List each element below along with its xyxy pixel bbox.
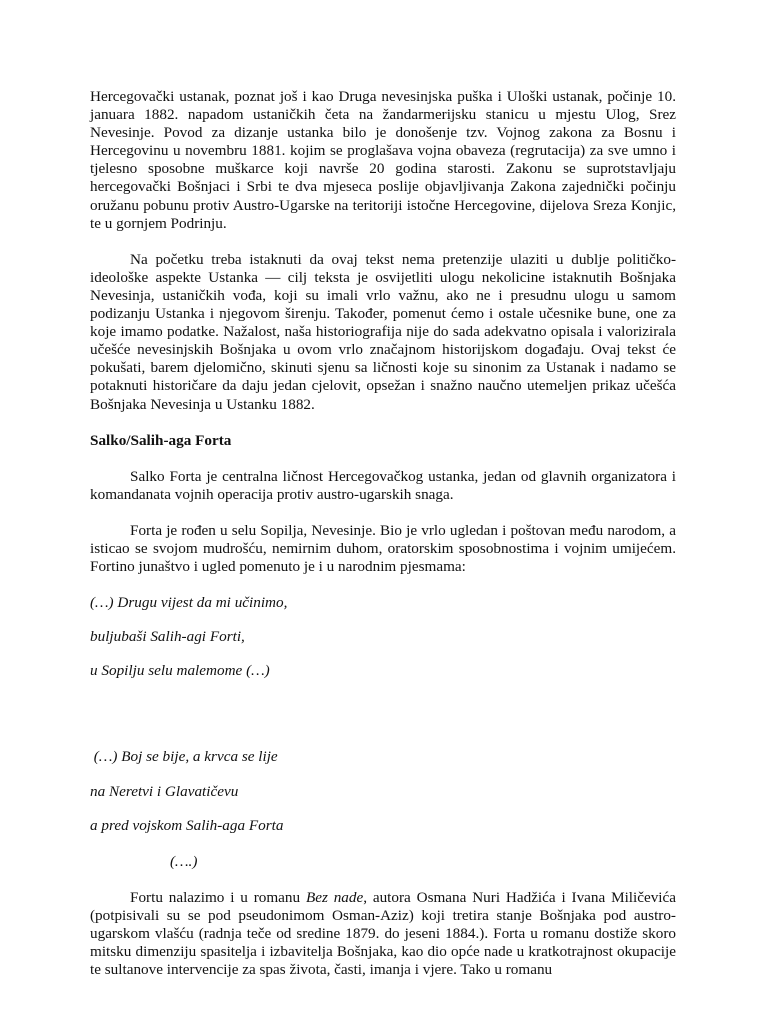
verse-ellipsis: (….)	[170, 852, 198, 870]
verse-line: (…) Drugu vijest da mi učinimo,	[90, 594, 288, 612]
paragraph-aims: Na početku treba istaknuti da ovaj tekst nema pretenzije ulaziti u dublje političko-ideološke aspekte Ustanka — cilj teksta je osvijetliti ulogu nekolicine istaknutih Bošnjaka Nevesinja, ustaničkih vođa, koji su imali vrlo važnu, ako ne i presudnu ulogu u samom podizanju Ustanka i njegovom širenju. Također, pomenut ćemo i ostale učesnike bune, one za koje imamo podatke. Nažalost, naša historiografija nije do sada adekvatno opisala i valorizirala učešće nevesinjskih Bošnjaka u ovom vrlo značajnom historijskom događaju. Ovaj tekst će pokušati, barem djelomično, skinuti sjenu sa ličnosti koje su sinonim za Ustanak i nadamo se potaknuti historičare da daju jedan cjelovit, opsežan i snažno naučno utemeljen prikaz učešća Bošnjaka Nevesinja u Ustanku 1882.	[90, 250, 676, 413]
novel-title: Bez nade	[305, 888, 364, 906]
paragraph-novel	[90, 889, 676, 979]
verse-line: u Sopilju selu malemome (…)	[90, 662, 270, 680]
paragraph-forta-origin: Forta je rođen u selu Sopilja, Nevesinje. Bio je vrlo ugledan i poštovan među narodom, a isticao se svojom mudrošću, nemirnim duhom, oratorskim sposobnostima i vojnim umijećem. Fortino junaštvo i ugled pomenuto je i u narodnim pjesmama:	[90, 521, 676, 576]
paragraph-intro: Hercegovački ustanak, poznat još i kao Druga nevesinjska puška i Uloški ustanak, počinje 10. januara 1882. napadom ustaničkih četa na žandarmerijsku stanicu u mjestu Ulog, Srez Nevesinje. Povod za dizanje ustanka bilo je donošenje tzv. Vojnog zakona za Bosnu i Hercegovinu u novembru 1881. kojim se proglašava vojna obaveza (regrutacija) za sve umno i tjelesno sposobne muškarce koji navrše 20 godina starosti. Zakonu se suprotstavljaju hercegovački Bošnjaci i Srbi te dva mjeseca poslije objavljivanja Zakona zajednički počinju oružanu pobunu protiv Austro-Ugarske na teritoriji istočne Hercegovine, dijelova Sreza Konjic, te u gornjem Podrinju.	[90, 88, 676, 232]
verse-line: (…) Boj se bije, a krvca se lije	[90, 748, 278, 766]
verse-line: a pred vojskom Salih-aga Forta	[90, 816, 284, 834]
paragraph-novel-text-b: , autora Osmana Nuri Hadžića i Ivana Miličevića (potpisivali su se pod pseudonimom Osman-Aziz) koji tretira stanje Bošnjaka pod austro-ugarskom vlašću (radnja teče od sredine 1879. do jeseni 1884.). Forta u romanu dostiže skoro mitsku dimenziju spasitelja i izbavitelja Bošnjaka, kao dio opće nade u kratkotrajnost okupacije te sultanove intervencije za spas života, časti, imanja i vjere. Tako u romanu	[90, 888, 677, 979]
paragraph-forta-intro: Salko Forta je centralna ličnost Hercegovačkog ustanka, jedan od glavnih organizatora i komandanata vojnih operacija protiv austro-ugarskih snaga.	[90, 467, 676, 503]
document-page	[90, 88, 676, 979]
verse-line: na Neretvi i Glavatičevu	[90, 782, 239, 800]
paragraph-novel-text-a: Fortu nalazimo i u romanu	[130, 888, 306, 906]
section-heading: Salko/Salih-aga Forta	[90, 431, 232, 449]
verse-line: buljubaši Salih-agi Forti,	[90, 628, 245, 646]
